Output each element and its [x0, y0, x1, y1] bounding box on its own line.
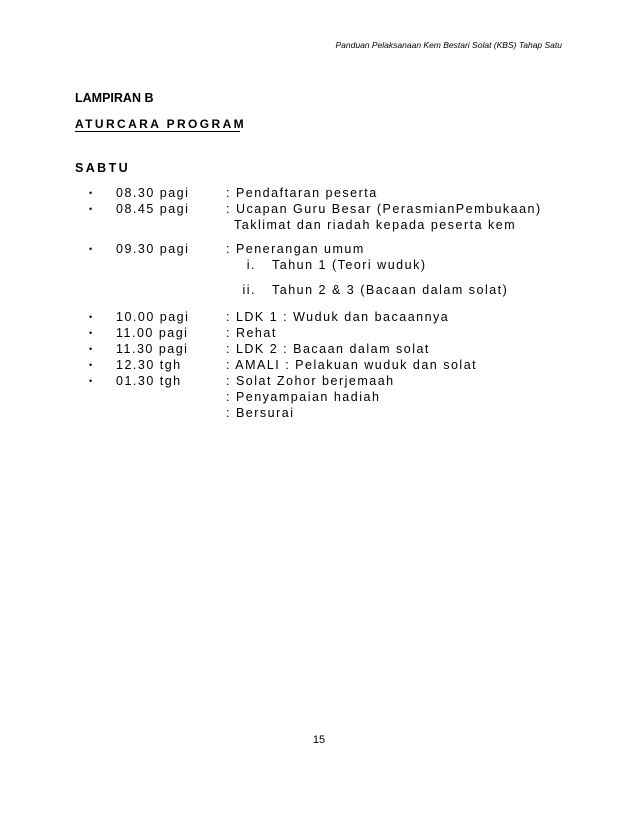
closing-activity: : Penyampaian hadiah — [226, 390, 381, 404]
page-number: 15 — [312, 734, 326, 746]
schedule-activity: : AMALI : Pelakuan wuduk dan solat — [226, 358, 478, 372]
schedule-activity: : Pendaftaran peserta — [226, 186, 378, 200]
bullet-icon: • — [89, 376, 93, 386]
schedule-time: 10.00 pagi — [116, 310, 190, 324]
appendix-label: LAMPIRAN B — [75, 91, 154, 105]
bullet-icon: • — [89, 188, 93, 198]
schedule-activity-continuation: Taklimat dan riadah kepada peserta kem — [234, 218, 517, 232]
schedule-time: 09.30 pagi — [116, 242, 190, 256]
schedule-activity: : Ucapan Guru Besar (PerasmianPembukaan) — [226, 202, 542, 216]
sub-item-number: ii. — [242, 283, 256, 297]
bullet-icon: • — [89, 204, 93, 214]
schedule-activity: : Solat Zohor berjemaah — [226, 374, 395, 388]
schedule-time: 12.30 tgh — [116, 358, 182, 372]
schedule-activity: : Rehat — [226, 326, 277, 340]
schedule-time: 08.45 pagi — [116, 202, 190, 216]
schedule-time: 01.30 tgh — [116, 374, 182, 388]
bullet-icon: • — [89, 312, 93, 322]
sub-item-text: Tahun 1 (Teori wuduk) — [272, 258, 427, 272]
schedule-time: 11.00 pagi — [116, 326, 189, 340]
title-underline — [75, 131, 240, 132]
sub-item-number: i. — [246, 258, 256, 272]
section-title: ATURCARA PROGRAM — [75, 117, 247, 131]
bullet-icon: • — [89, 344, 93, 354]
bullet-icon: • — [89, 360, 93, 370]
bullet-icon: • — [89, 244, 93, 254]
closing-activity: : Bersurai — [226, 406, 295, 420]
schedule-time: 11.30 pagi — [116, 342, 189, 356]
schedule-time: 08.30 pagi — [116, 186, 190, 200]
schedule-activity: : Penerangan umum — [226, 242, 365, 256]
running-header: Panduan Pelaksanaan Kem Bestari Solat (KBS) Tahap Satu — [335, 40, 562, 50]
schedule-activity: : LDK 1 : Wuduk dan bacaannya — [226, 310, 450, 324]
day-heading: SABTU — [75, 161, 131, 175]
bullet-icon: • — [89, 328, 93, 338]
schedule-activity: : LDK 2 : Bacaan dalam solat — [226, 342, 430, 356]
sub-item-text: Tahun 2 & 3 (Bacaan dalam solat) — [272, 283, 509, 297]
